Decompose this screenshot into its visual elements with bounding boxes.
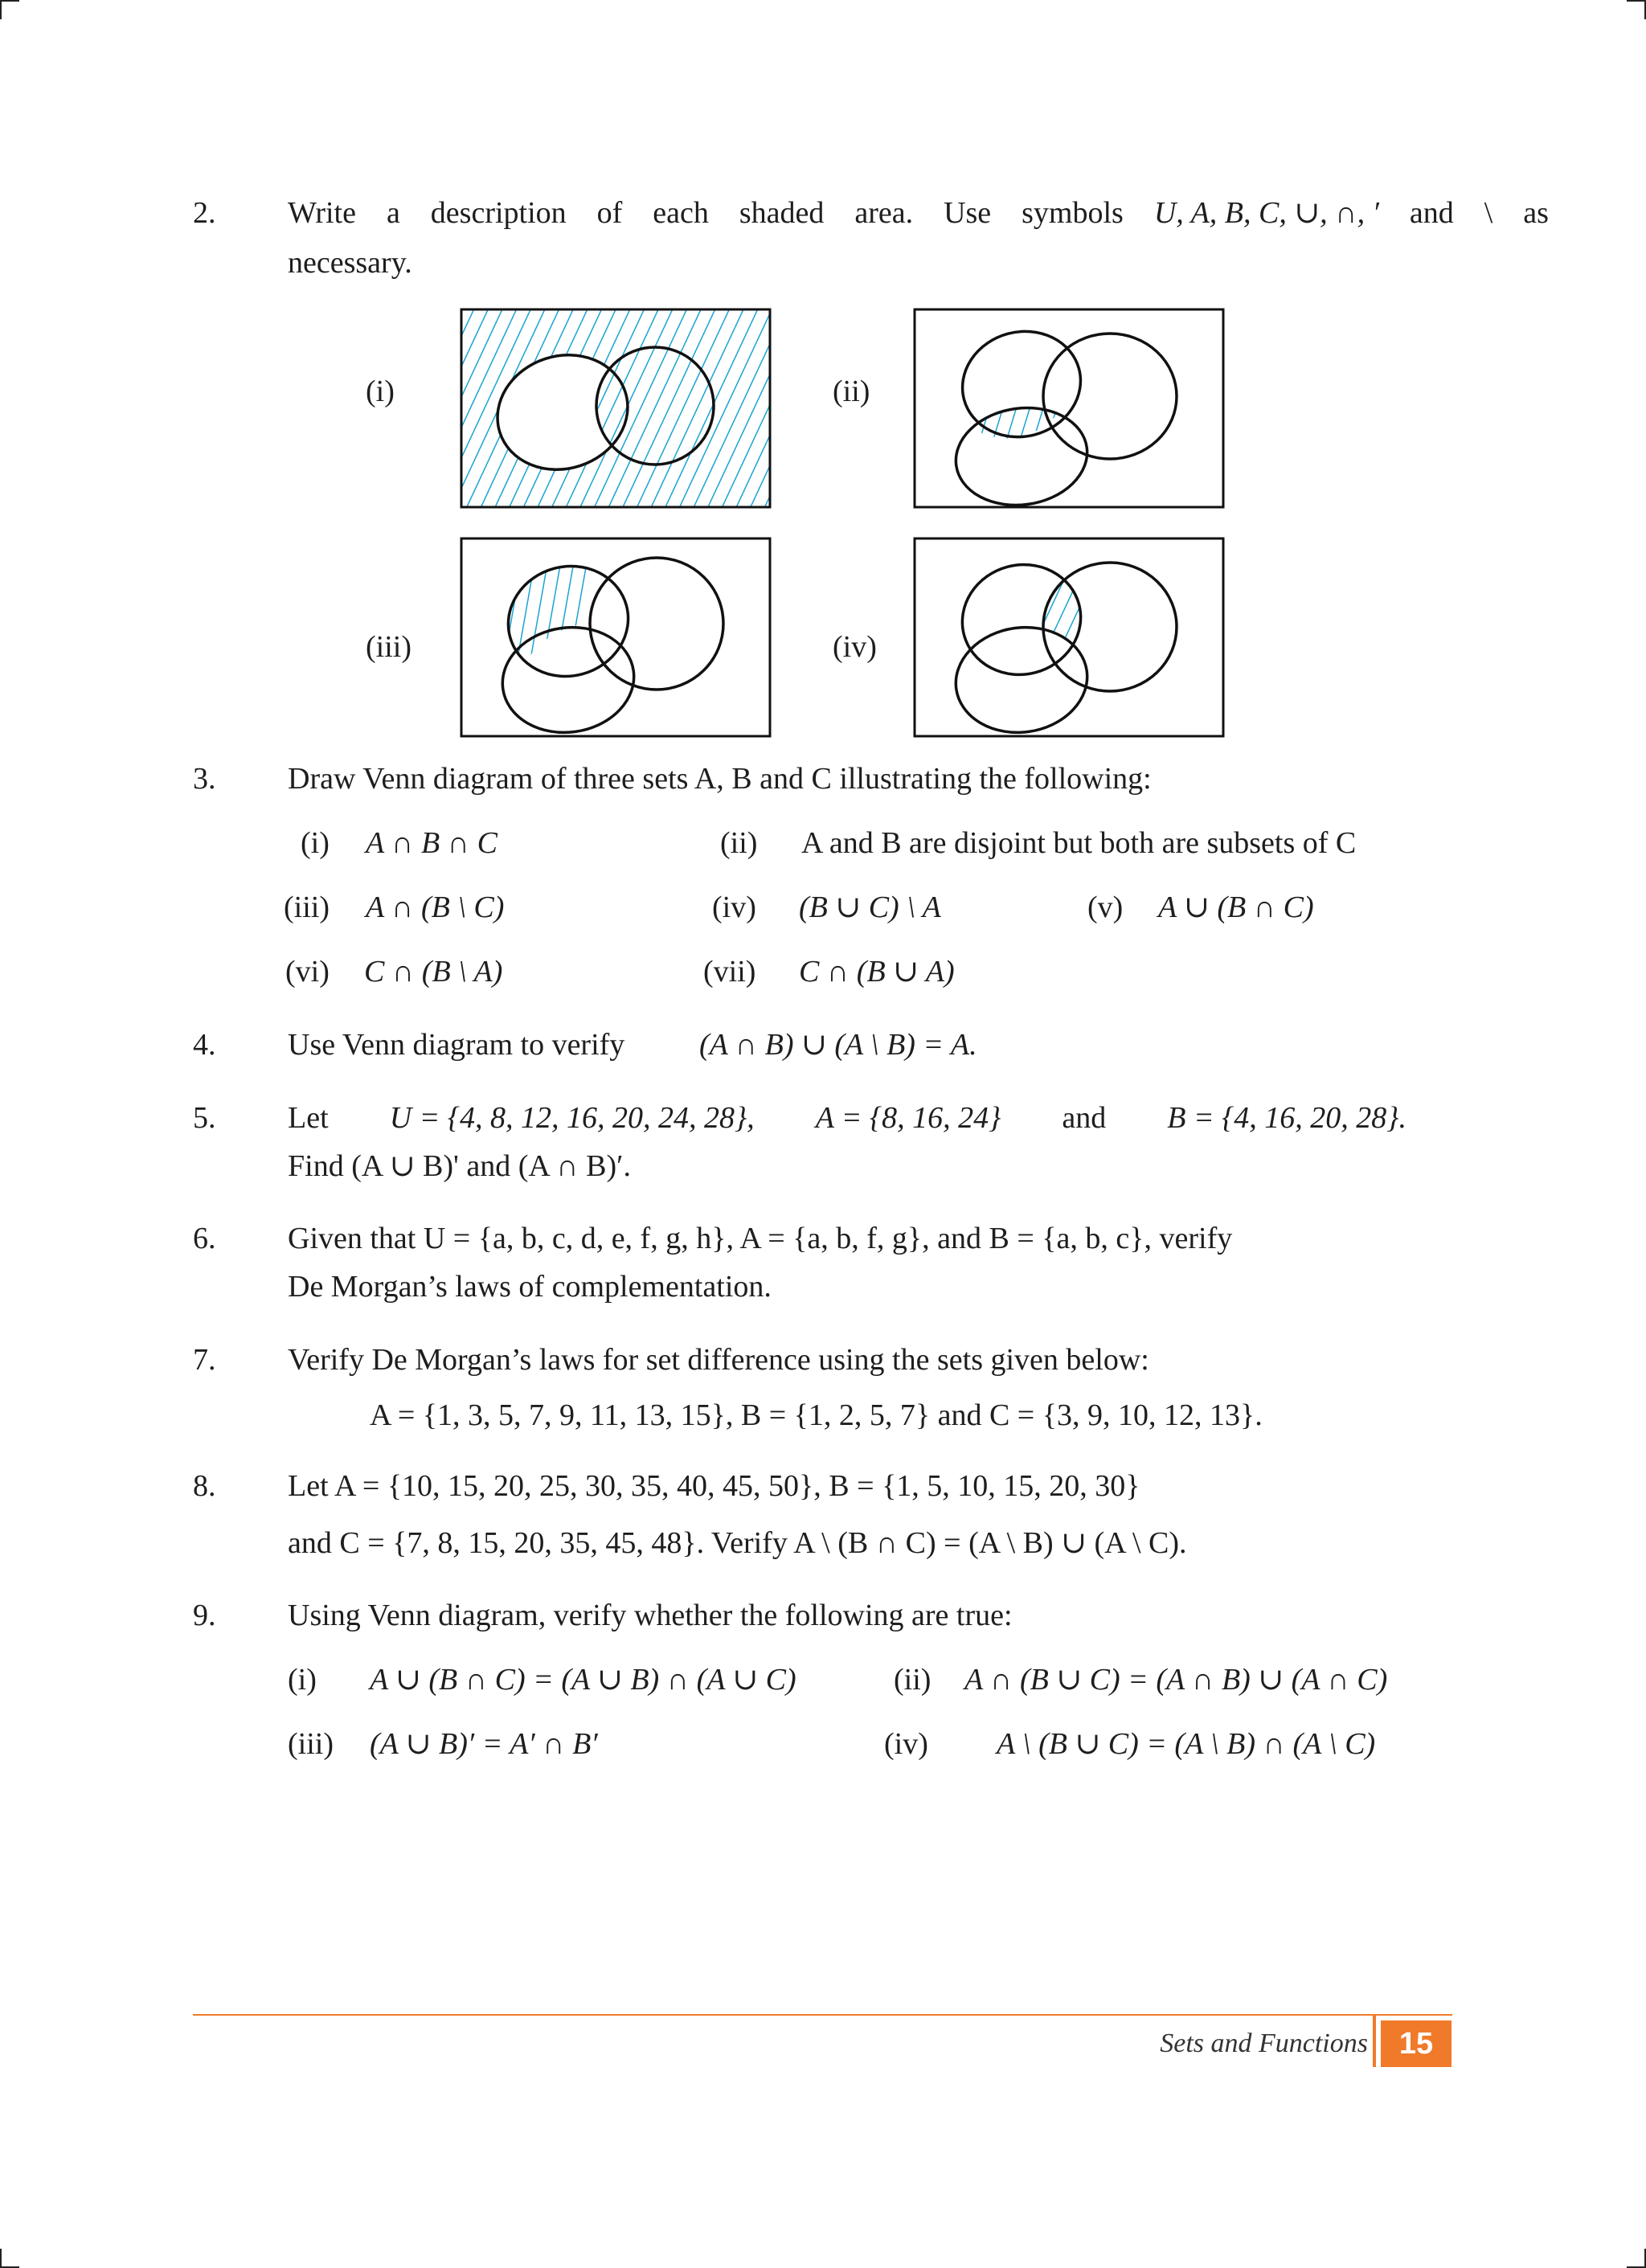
shaded-region — [496, 553, 641, 690]
question-2-line-2: necessary. — [288, 246, 412, 280]
set-b: B = {4, 16, 20, 28}. — [1167, 1101, 1406, 1135]
question-6-line-1: Given that U = {a, b, c, d, e, f, g, h}, A = {a, b, f, g}, and B = {a, b, c}, verify — [288, 1222, 1233, 1255]
question-8-line-2: and C = {7, 8, 15, 20, 35, 45, 48}. Verify A \ (B ∩ C) = (A \ B) ∪ (A \ C). — [288, 1526, 1187, 1560]
item-label: (ii) — [894, 1663, 932, 1697]
page-number: 15 — [1381, 2020, 1452, 2067]
word: each — [653, 196, 709, 230]
diagram-label-iv: (iv) — [833, 630, 877, 664]
word: description — [430, 196, 567, 230]
question-number: 9. — [193, 1599, 216, 1632]
item-label: (iv) — [884, 1727, 928, 1761]
item-label: (ii) — [720, 826, 758, 860]
question-7-line-2: A = {1, 3, 5, 7, 9, 11, 13, 15}, B = {1, 2, 5, 7} and C = {3, 9, 10, 12, 13}. — [370, 1398, 1263, 1432]
symbol-list: U, A, B, C, ∪, ∩, ′ — [1153, 196, 1379, 230]
question-8-line-1: Let A = {10, 15, 20, 25, 30, 35, 40, 45, 50}, B = {1, 5, 10, 15, 20, 30} — [288, 1469, 1140, 1503]
question-number: 3. — [193, 762, 216, 796]
item-label: (iv) — [712, 890, 756, 924]
venn-diagram-i — [460, 308, 772, 509]
word: a — [386, 196, 400, 230]
item-label: (iii) — [288, 1727, 334, 1761]
question-number: 4. — [193, 1028, 216, 1062]
question-9-text: Using Venn diagram, verify whether the following are true: — [288, 1599, 1013, 1632]
item-expression: (A ∪ B)′ = A′ ∩ B′ — [370, 1727, 598, 1761]
item-expression: A \ (B ∪ C) = (A \ B) ∩ (A \ C) — [997, 1727, 1376, 1761]
item-expression: A ∩ (B ∪ C) = (A ∩ B) ∪ (A ∩ C) — [964, 1663, 1388, 1697]
item-expression: C ∩ (B ∪ A) — [799, 955, 955, 989]
word: shaded — [739, 196, 825, 230]
item-expression: A ∪ (B ∩ C) — [1158, 890, 1314, 924]
set-u: U = {4, 8, 12, 16, 20, 24, 28}, — [389, 1101, 755, 1135]
item-label: (iii) — [284, 890, 330, 924]
question-number: 6. — [193, 1222, 216, 1255]
question-4-text: Use Venn diagram to verify — [288, 1028, 625, 1062]
word: and — [1062, 1101, 1107, 1135]
item-expression: A ∪ (B ∩ C) = (A ∪ B) ∩ (A ∪ C) — [370, 1663, 796, 1697]
running-footer-title: Sets and Functions — [1160, 2029, 1368, 2058]
diagram-label-iii: (iii) — [366, 630, 412, 664]
footer-divider — [1373, 2016, 1376, 2067]
item-label: (vi) — [285, 955, 330, 989]
item-expression: C ∩ (B \ A) — [364, 955, 503, 989]
venn-diagram-ii — [913, 308, 1225, 509]
footer-rule — [193, 2014, 1452, 2016]
question-7-line-1: Verify De Morgan’s laws for set difference using the sets given below: — [288, 1343, 1149, 1377]
crop-mark-bottom-right — [1627, 2249, 1646, 2268]
word: as — [1523, 196, 1549, 230]
question-5-line-1 — [288, 1103, 1406, 1133]
question-2-line-1 — [288, 198, 1549, 228]
crop-mark-bottom-left — [0, 2249, 19, 2268]
item-expression: A and B are disjoint but both are subsets of C — [801, 826, 1357, 860]
word: of — [596, 196, 623, 230]
item-label: (i) — [288, 1663, 317, 1697]
diagram-label-ii: (ii) — [833, 375, 870, 408]
crop-mark-top-left — [0, 0, 19, 19]
crop-mark-top-right — [1627, 0, 1646, 19]
item-expression: A ∩ (B \ C) — [366, 890, 505, 924]
word: and — [1409, 196, 1454, 230]
question-number: 5. — [193, 1101, 216, 1135]
word: Let — [288, 1101, 329, 1135]
word: area. — [854, 196, 914, 230]
question-4-expression: (A ∩ B) ∪ (A \ B) = A. — [699, 1028, 977, 1062]
set-b-circle — [1043, 334, 1177, 459]
item-expression: A ∩ B ∩ C — [366, 826, 497, 860]
word: Use — [944, 196, 992, 230]
question-number: 7. — [193, 1343, 216, 1377]
item-label: (v) — [1087, 890, 1124, 924]
question-number: 8. — [193, 1469, 216, 1503]
venn-diagram-iv — [913, 537, 1225, 738]
item-label: (vii) — [703, 955, 756, 989]
diagram-label-i: (i) — [366, 375, 395, 408]
word: symbols — [1022, 196, 1124, 230]
shaded-region — [461, 309, 770, 507]
venn-diagram-iii — [460, 537, 772, 738]
word: \ — [1484, 196, 1493, 230]
question-5-line-2: Find (A ∪ B)' and (A ∩ B)′. — [288, 1149, 631, 1183]
item-label: (i) — [301, 826, 330, 860]
question-number: 2. — [193, 196, 216, 230]
question-3-text: Draw Venn diagram of three sets A, B and C illustrating the following: — [288, 762, 1152, 796]
set-a: A = {8, 16, 24} — [815, 1101, 1001, 1135]
question-6-line-2: De Morgan’s laws of complementation. — [288, 1270, 772, 1304]
item-expression: (B ∪ C) \ A — [799, 890, 941, 924]
word: Write — [288, 196, 356, 230]
